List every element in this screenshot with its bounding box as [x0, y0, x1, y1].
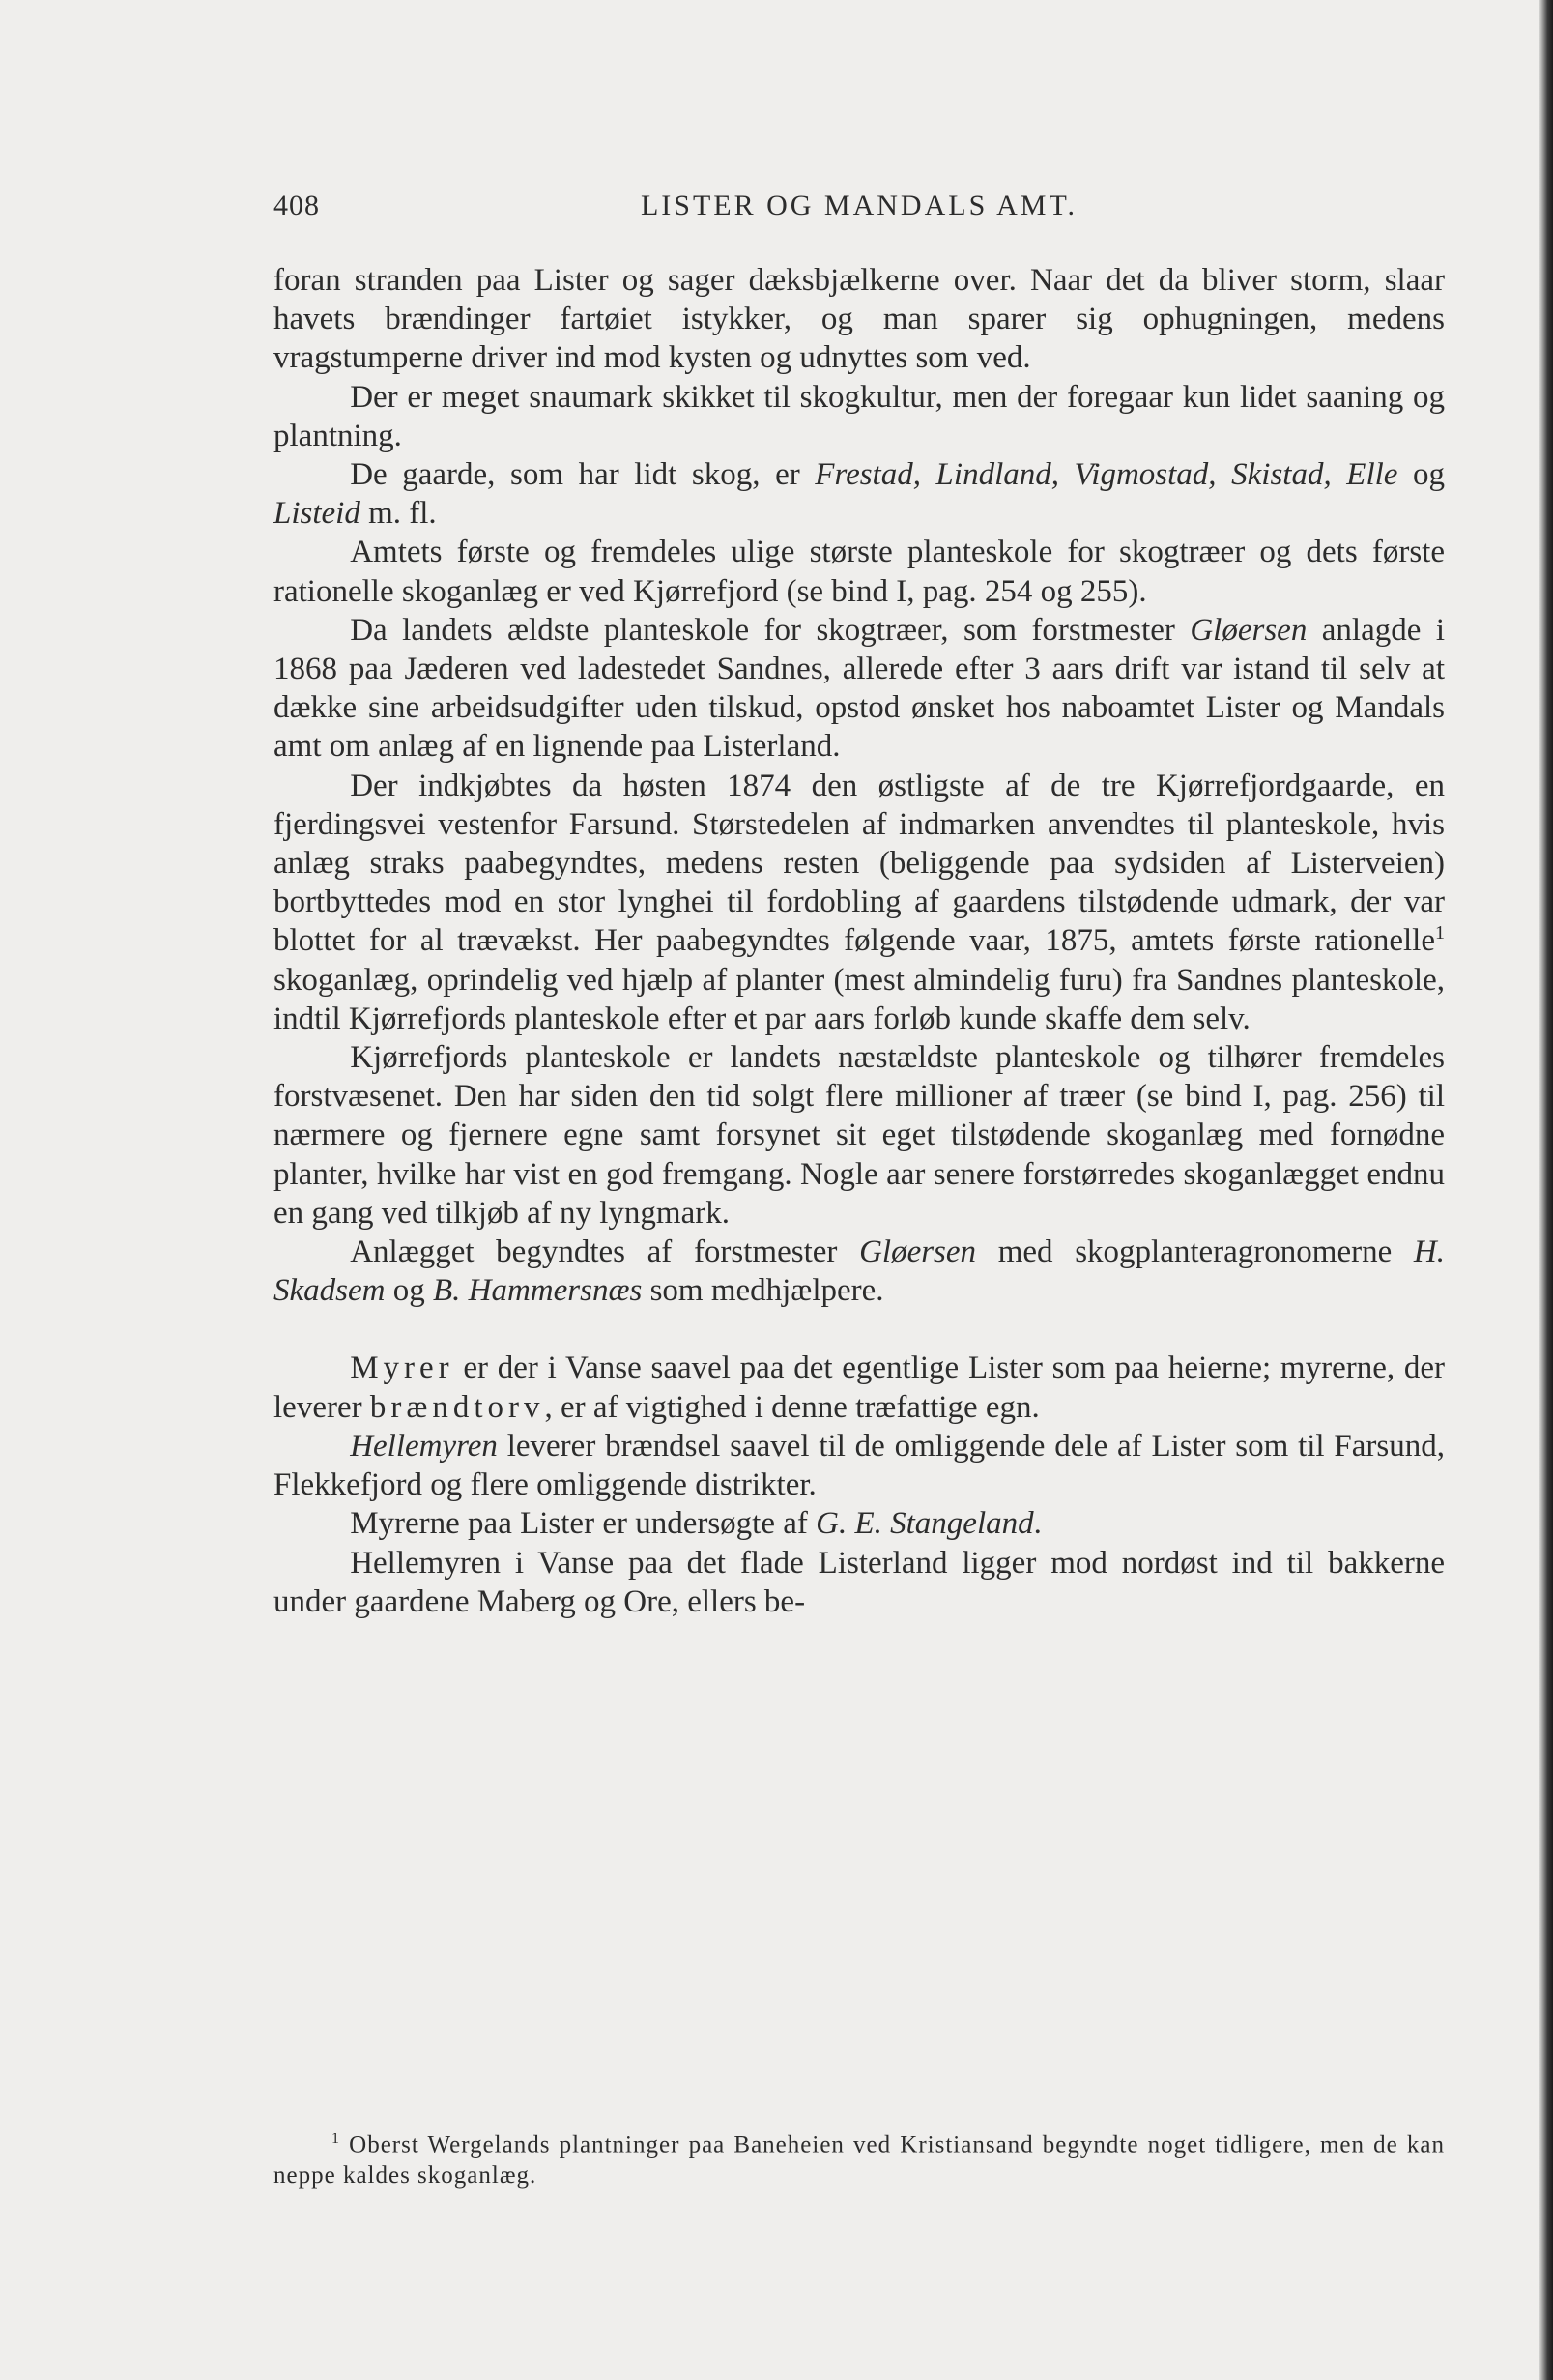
page-number: 408: [273, 189, 320, 221]
paragraph: [273, 1544, 1445, 1621]
footnote-marker: 1: [331, 2131, 340, 2147]
paragraph: [273, 455, 1445, 533]
italic-person-name: Gløersen: [1190, 612, 1308, 648]
text-run: leverer brændsel saavel til de omliggende dele af Lister som til Farsund, Flekkefjord og flere omliggende distrikter.: [273, 1428, 1445, 1503]
paragraph-text: Kjørrefjords planteskole er landets næstældste planteskole og tilhører fremdeles forstvæsenet. Den har siden den tid solgt flere millioner af træer (se bind I, pag. 256) til nærmere og fjernere egne samt forsynet sit eget tilstødende skoganlæg med fornødne planter, hvilke har vist en god fremgang. Nogle aar senere forstørredes skoganlægget endnu en gang ved tilkjøb af ny lyngmark.: [273, 1040, 1445, 1231]
spaced-term: Myrer: [350, 1350, 454, 1386]
paragraph: [273, 1349, 1445, 1426]
text-run: som medhjælpere.: [642, 1273, 884, 1309]
paragraph: [273, 611, 1445, 767]
text-run: er der i Vanse saavel paa det egentlige Lister som paa heierne; myrerne, der leverer: [273, 1350, 1445, 1425]
text-run: Der indkjøbtes da høsten 1874 den østligste af de tre Kjørrefjordgaarde, en fjerdingsvei vestenfor Farsund. Størstedelen af indmarken anvendtes til planteskole, hvis anlæg straks paabegyndtes, medens resten (beliggende paa sydsiden af Listerveien) bortbyttedes mod en stor lynghei til fordobling af gaardens tilstødende udmark, der var blottet for al trævækst. Her paabegyndtes følgende vaar, 1875, amtets første rationelle: [273, 768, 1445, 959]
paragraph-text: Der er meget snaumark skikket til skogkultur, men der foregaar kun lidet saaning og plantning.: [273, 379, 1445, 453]
italic-person-name: Gløersen: [859, 1234, 977, 1270]
page-header: [273, 189, 1445, 228]
running-head: LISTER OG MANDALS AMT.: [640, 189, 1078, 221]
paragraph: [273, 1233, 1445, 1310]
text-run: , er af vigtighed i denne træfattige egn.: [544, 1389, 1040, 1425]
paragraph: [273, 261, 1445, 378]
footnote-paragraph: [273, 2124, 1445, 2191]
spaced-term: brændtorv: [369, 1389, 545, 1425]
paragraph: [273, 378, 1445, 455]
italic-farm-names: Frestad, Lindland, Vigmostad, Skistad, Elle: [815, 457, 1398, 493]
text-run: og: [1397, 457, 1446, 493]
text-run: og: [385, 1273, 433, 1309]
paragraph-text: foran stranden paa Lister og sager dæksbjælkerne over. Naar det da bliver storm, slaar havets brændinger fartøiet istykker, og man sparer sig ophugningen, medens vragstumperne driver ind mod kysten og udnyttes som ved.: [273, 263, 1445, 376]
paragraph-text: Hellemyren i Vanse paa det flade Listerland ligger mod nordøst ind til bakkerne under gaardene Maberg og Ore, ellers be-: [273, 1545, 1445, 1619]
footnote-text: Oberst Wergelands plantninger paa Baneheien ved Kristiansand begyndte noget tidligere, men de kan neppe kaldes skoganlæg.: [273, 2132, 1445, 2190]
italic-farm-name: Listeid: [273, 496, 360, 532]
footnote-reference: 1: [1435, 922, 1445, 944]
text-run: .: [1033, 1506, 1042, 1542]
paragraph: [273, 767, 1445, 1038]
text-run: anlagde i 1868 paa Jæderen ved ladestedet Sandnes, allerede efter 3 aars drift var istand til selv at dække sine arbeidsudgifter uden tilskud, opstod ønsket hos naboamtet Lister og Mandals amt om anlæg af en lignende paa Listerland.: [273, 612, 1445, 765]
italic-person-name: H. Skadsem: [273, 1234, 1445, 1309]
footnote: [273, 2124, 1445, 2191]
italic-person-name: B. Hammersnæs: [432, 1273, 643, 1309]
scan-page-edge: [1539, 0, 1553, 2380]
paragraph: [273, 1504, 1445, 1543]
body-text: [273, 261, 1445, 1621]
text-run: Myrerne paa Lister er undersøgte af: [350, 1506, 817, 1542]
text-run: Anlægget begyndtes af forstmester: [350, 1234, 860, 1270]
italic-person-name: G. E. Stangeland: [816, 1506, 1034, 1542]
text-run: skoganlæg, oprindelig ved hjælp af planter (mest almindelig furu) fra Sandnes planteskole, indtil Kjørrefjords planteskole efter et par aars forløb kunde skaffe dem selv.: [273, 962, 1445, 1036]
text-run: De gaarde, som har lidt skog, er: [350, 457, 816, 493]
text-run: med skogplanteragronomerne: [976, 1234, 1414, 1270]
text-run: m. fl.: [359, 496, 437, 532]
paragraph: [273, 1427, 1445, 1504]
paragraph: [273, 533, 1445, 610]
italic-place-name: Hellemyren: [350, 1428, 498, 1464]
paragraph-text: Amtets første og fremdeles ulige største planteskole for skogtræer og dets første rationelle skoganlæg er ved Kjørrefjord (se bind I, pag. 254 og 255).: [273, 535, 1445, 609]
paragraph: [273, 1038, 1445, 1233]
text-run: Da landets ældste planteskole for skogtræer, som forstmester: [350, 612, 1191, 648]
